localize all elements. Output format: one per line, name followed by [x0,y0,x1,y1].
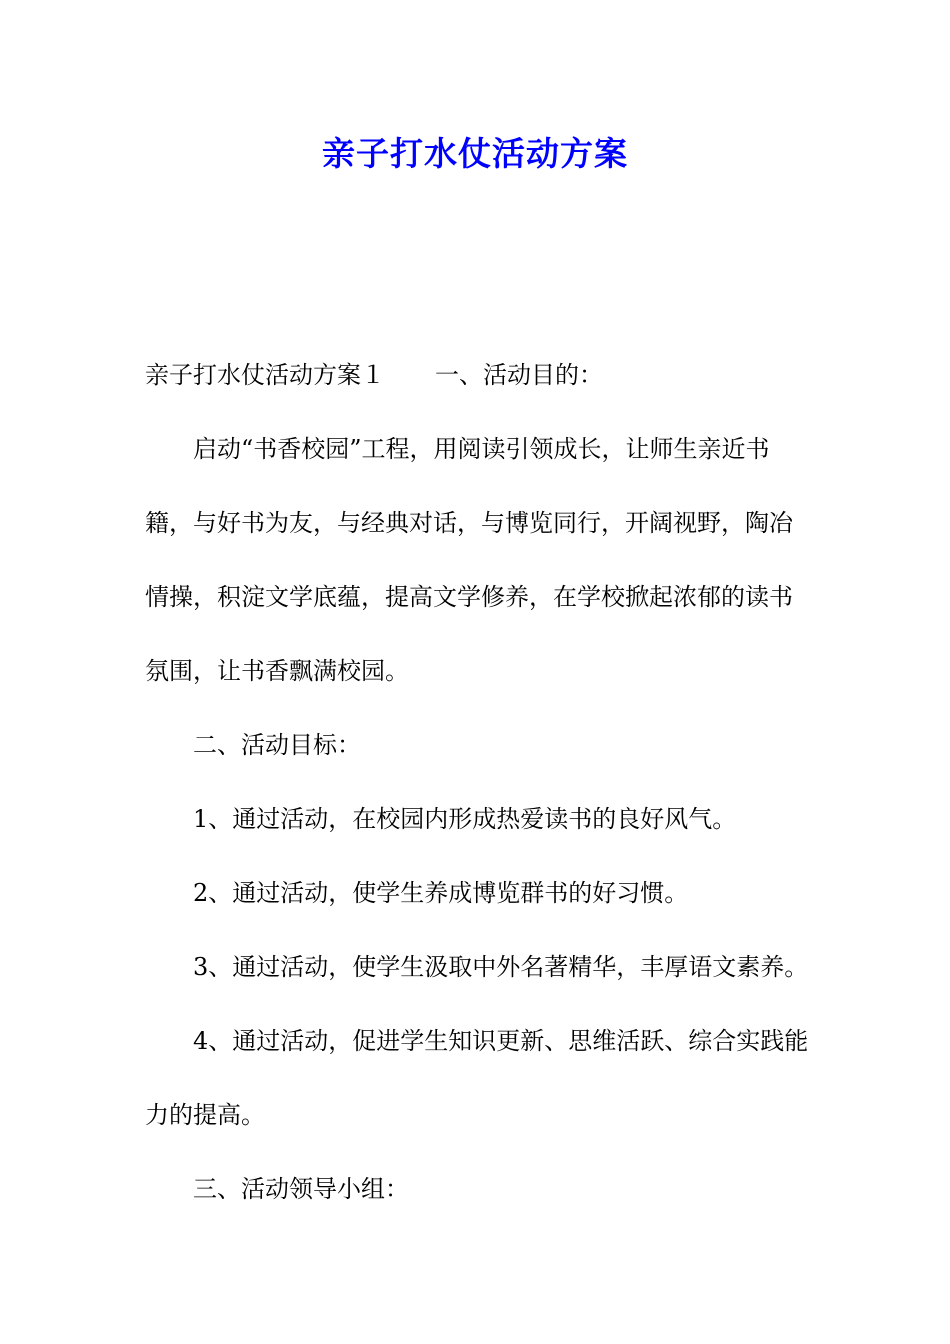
list-item: 2、通过活动，使学生养成博览群书的好习惯。 [193,879,689,907]
section-heading-purpose: 一、活动目的： [435,361,603,389]
list-item: 3、通过活动，使学生汲取中外名著精华，丰厚语文素养。 [193,953,809,981]
paragraph-line: 籍，与好书为友，与经典对话，与博览同行，开阔视野，陶冶 [145,509,793,537]
section-heading-leadership: 三、活动领导小组： [193,1175,409,1203]
list-item: 4、通过活动，促进学生知识更新、思维活跃、综合实践能 [193,1027,809,1055]
list-item: 1、通过活动，在校园内形成热爱读书的良好风气。 [193,805,737,833]
plan-heading: 亲子打水仗活动方案１ [145,361,385,389]
paragraph-line: 氛围，让书香飘满校园。 [145,657,409,685]
document-body [145,338,810,1226]
paragraph-line: 启动“书香校园”工程，用阅读引领成长，让师生亲近书 [193,435,770,463]
list-item-continuation: 力的提高。 [145,1101,265,1129]
document-title: 亲子打水仗活动方案 [322,134,628,173]
first-line [145,338,810,412]
paragraph-line: 情操，积淀文学底蕴，提高文学修养，在学校掀起浓郁的读书 [145,583,793,611]
section-heading-goals: 二、活动目标： [193,731,361,759]
